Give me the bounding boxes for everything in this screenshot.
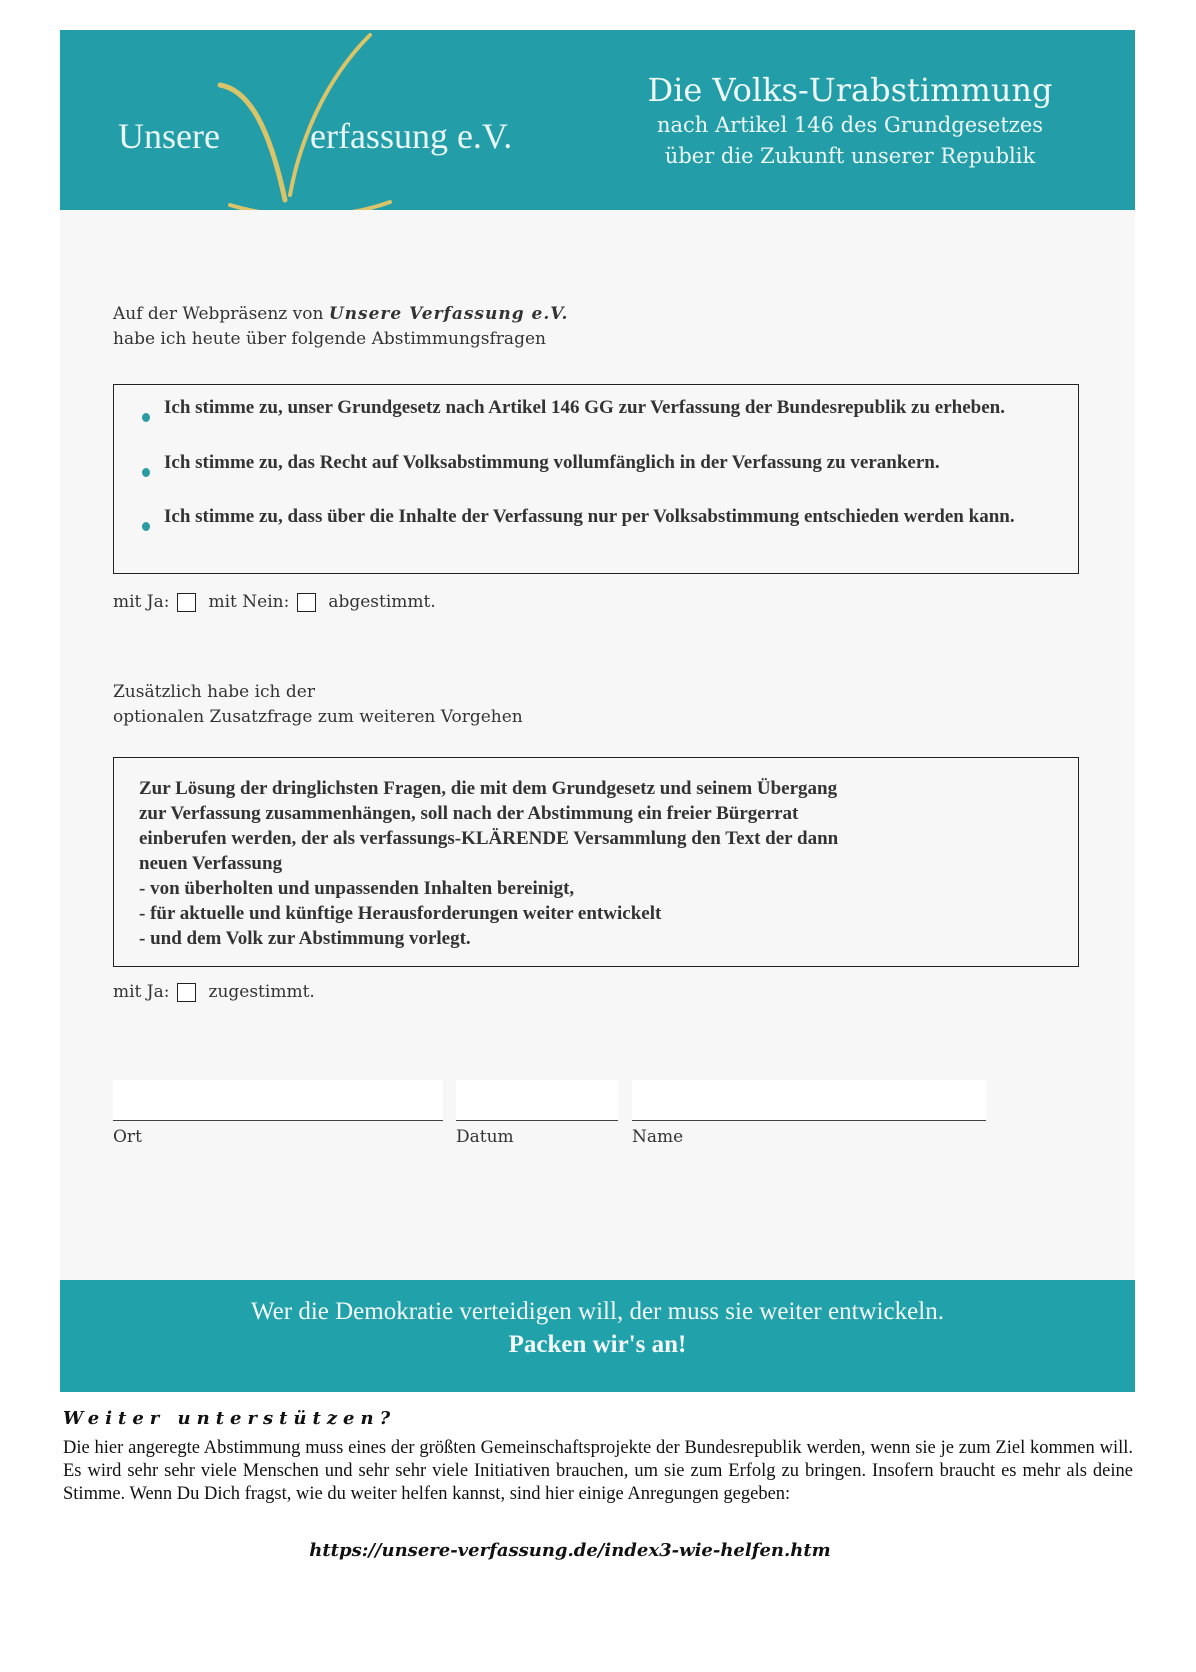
signature-name (632, 1080, 986, 1147)
bullet-icon (142, 413, 150, 422)
logo-text-left: Unsere (118, 116, 220, 156)
page-title: Die Volks-Urabstimmung (647, 71, 1053, 109)
ballot-card (60, 30, 1135, 1392)
place-label: Ort (113, 1127, 142, 1147)
extra-yes-checkbox[interactable] (177, 983, 196, 1002)
support-text: Die hier angeregte Abstimmung muss eines der größten Gemeinschaftsprojekte der Bundesrepublik werden, wenn sie je zum Ziel kommen will. Es wird sehr sehr viele Menschen und sehr sehr viele Initiativen brauchen, um sie zum Erfolg zu bringen. Insofern braucht es mehr als deine Stimme. Wenn Du Dich fragst, wie du weiter helfen kannst, sind hier einige Anregungen gegeben: (63, 1438, 1133, 1504)
page-subtitle-1: nach Artikel 146 des Grundgesetzes (656, 113, 1044, 137)
place-field[interactable] (113, 1080, 443, 1121)
header-banner (60, 30, 1135, 210)
no-label: mit Nein: (208, 592, 290, 612)
extra-question-line: zur Verfassung zusammenhängen, soll nach der Abstimmung ein freier Bürgerrat (139, 803, 799, 824)
intro2-line1: Zusätzlich habe ich der (113, 682, 315, 702)
support-heading: Weiter unterstützen? (63, 1408, 397, 1429)
support-link[interactable]: https://unsere-verfassung.de/index3-wie-helfen.htm (309, 1540, 831, 1561)
extra-question-line: - für aktuelle und künftige Herausforderungen weiter entwickelt (139, 903, 662, 924)
signature-place (113, 1080, 443, 1147)
vote-row-main (113, 592, 436, 612)
footer-call-to-action: Packen wir's an! (508, 1331, 687, 1358)
yes-label: mit Ja: (113, 982, 170, 1002)
date-field[interactable] (456, 1080, 618, 1121)
yes-label: mit Ja: (113, 592, 170, 612)
bullet-icon (142, 468, 150, 477)
footer-banner (60, 1280, 1135, 1392)
logo-text-right: erfassung e.V. (310, 116, 513, 156)
extra-question-line: - und dem Volk zur Abstimmung vorlegt. (139, 928, 471, 949)
extra-question-box (113, 757, 1079, 967)
yes-checkbox[interactable] (177, 593, 196, 612)
vote-suffix: abgestimmt. (328, 592, 436, 612)
signature-date (456, 1080, 618, 1147)
name-label: Name (632, 1127, 684, 1147)
extra-question-line: Zur Lösung der dringlichsten Fragen, die mit dem Grundgesetz und seinem Übergang (139, 778, 838, 799)
extra-question-line: neuen Verfassung (139, 853, 283, 874)
extra-question-line: - von überholten und unpassenden Inhalten bereinigt, (139, 878, 575, 899)
intro-org: Unsere Verfassung e.V. (328, 304, 569, 324)
intro-text (113, 302, 568, 352)
intro2-text (113, 680, 523, 730)
question-1: Ich stimme zu, unser Grundgesetz nach Artikel 146 GG zur Verfassung der Bundesrepublik zu erheben. (164, 397, 1005, 418)
bullet-icon (142, 522, 150, 531)
date-label: Datum (456, 1127, 514, 1147)
vote-row-extra (113, 982, 315, 1002)
questions-box (113, 384, 1079, 574)
name-field[interactable] (632, 1080, 986, 1121)
no-checkbox[interactable] (297, 593, 316, 612)
footer-slogan: Wer die Demokratie verteidigen will, der muss sie weiter entwickeln. (251, 1298, 944, 1325)
intro-prefix: Auf der Webpräsenz von (113, 304, 329, 324)
header-text (580, 70, 1120, 172)
question-2: Ich stimme zu, das Recht auf Volksabstimmung vollumfänglich in der Verfassung zu verankern. (164, 452, 940, 473)
intro-line2: habe ich heute über folgende Abstimmungsfragen (113, 329, 546, 349)
extra-question-line: einberufen werden, der als verfassungs-KLÄRENDE Versammlung den Text der dann (139, 828, 839, 849)
logo (100, 30, 580, 210)
page-subtitle-2: über die Zukunft unserer Republik (664, 144, 1036, 168)
intro2-line2: optionalen Zusatzfrage zum weiteren Vorgehen (113, 707, 523, 727)
question-3: Ich stimme zu, dass über die Inhalte der Verfassung nur per Volksabstimmung entschieden werden kann. (164, 506, 1015, 527)
vote-suffix: zugestimmt. (208, 982, 315, 1002)
